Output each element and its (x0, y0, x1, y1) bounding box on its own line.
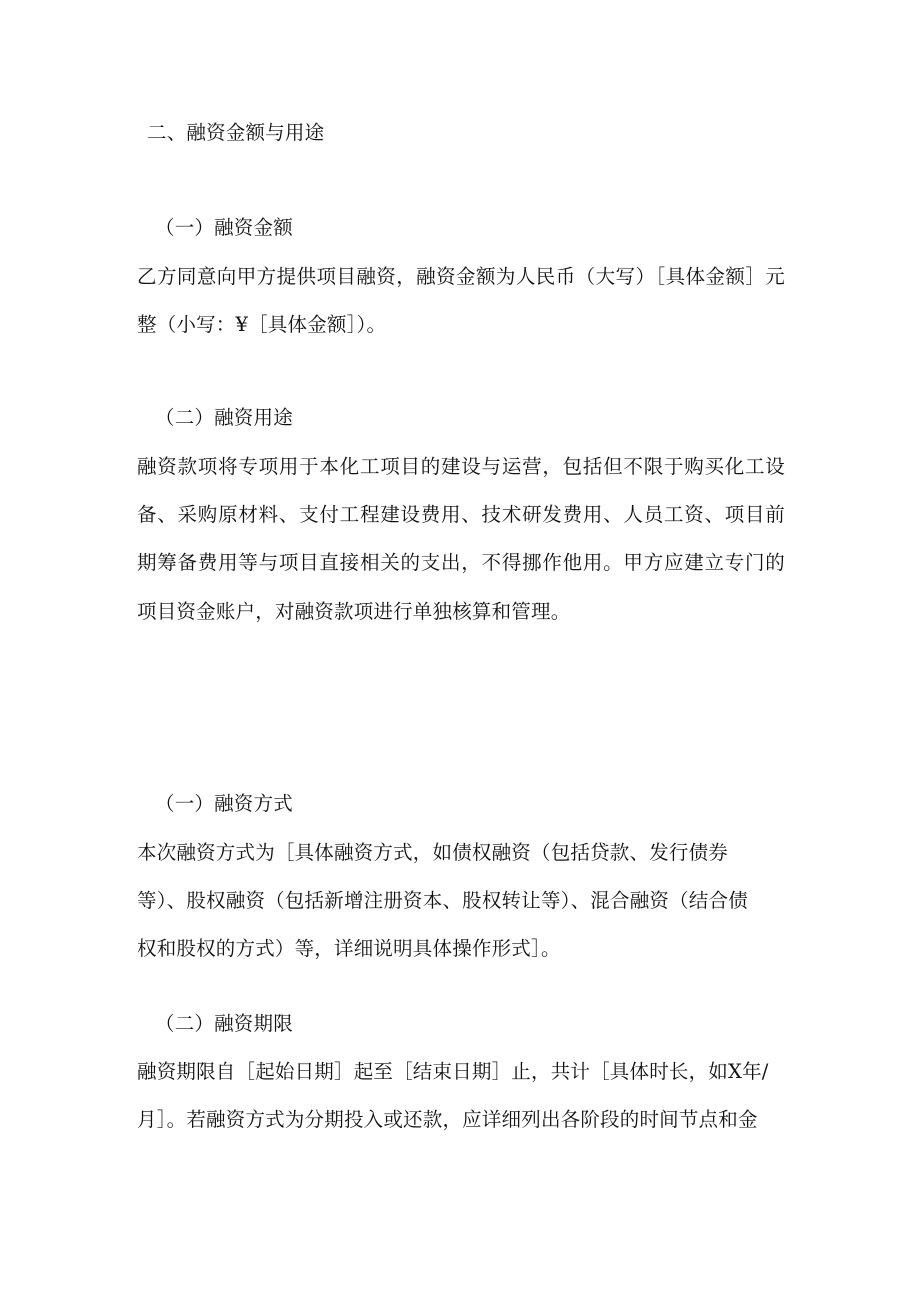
section-title: 二、融资金额与用途 (147, 121, 325, 144)
subsection-heading-amount: （一）融资金额 (155, 216, 293, 239)
paragraph-method-line-1: 本次融资方式为［具体融资方式，如债权融资（包括贷款、发行债券 (137, 841, 729, 864)
paragraph-amount: 乙方同意向甲方提供项目融资，融资金额为人民币（大写）［具体金额］元整（小写：¥［具体金额］）。 (137, 265, 785, 337)
paragraph-term-line-2: 月］。若融资方式为分期投入或还款，应详细列出各阶段的时间节点和金 (137, 1108, 758, 1131)
paragraph-term-line-1: 融资期限自［起始日期］起至［结束日期］止，共计［具体时长，如X年/ (137, 1060, 769, 1083)
subsection-heading-term: （二）融资期限 (155, 1012, 293, 1035)
subsection-heading-usage: （二）融资用途 (155, 406, 293, 429)
subsection-heading-method: （一）融资方式 (155, 792, 293, 815)
paragraph-method-line-3: 权和股权的方式）等，详细说明具体操作形式］。 (137, 937, 561, 960)
paragraph-usage: 融资款项将专项用于本化工项目的建设与运营，包括但不限于购买化工设备、采购原材料、支付工程建设费用、技术研发费用、人员工资、项目前期筹备费用等与项目直接相关的支出，不得挪作他用。甲方应建立专门的项目资金账户，对融资款项进行单独核算和管理。 (137, 455, 785, 623)
paragraph-method-line-2: 等）、股权融资（包括新增注册资本、股权转让等）、混合融资（结合债 (137, 889, 748, 912)
